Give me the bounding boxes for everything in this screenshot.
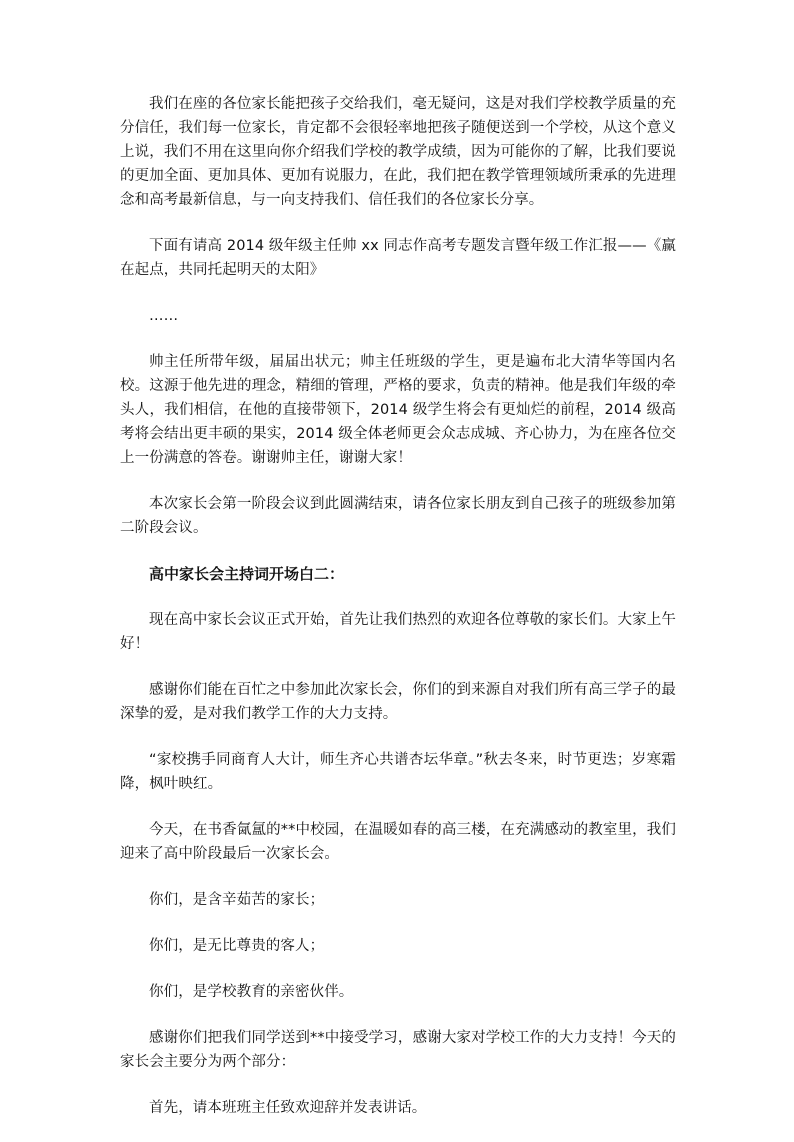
paragraph-quote: “家校携手同商育人大计，师生齐心共谱杏坛华章。”秋去冬来，时节更迭；岁寒霜降，枫叶映红。 [120,752,676,792]
paragraph-welcome: 现在高中家长会议正式开始，首先让我们热烈的欢迎各位尊敬的家长们。大家上午好！ [120,612,676,652]
document-page [120,92,676,1142]
paragraph-you-guests: 你们，是无比尊贵的客人； [149,938,325,954]
paragraph-you-parents: 你们，是含辛茹苦的家长； [149,892,325,908]
paragraph-intro: 我们在座的各位家长能把孩子交给我们，毫无疑问，这是对我们学校教学质量的充分信任，我们每一位家长，肯定都不会很轻率地把孩子随便送到一个学校，从这个意义上说，我们不用在这里向你介绍我们学校的教学成绩，因为可能你的了解，比我们要说的更加全面、更加具体、更加有说服力，在此，我们把在教学管理领域所秉承的先进理念和高考最新信息，与一向支持我们、信任我们的各位家长分享。 [120,96,676,208]
paragraph-first-item: 首先，请本班班主任致欢迎辞并发表讲话。 [149,1100,427,1116]
section-heading: 高中家长会主持词开场白二： [149,565,345,583]
paragraph-ellipsis: …… [149,308,179,324]
paragraph-you-partners: 你们，是学校教育的亲密伙伴。 [149,984,354,1000]
paragraph-thanks: 感谢你们能在百忙之中参加此次家长会，你们的到来源自对我们所有高三学子的最深挚的爱，是对我们教学工作的大力支持。 [120,682,676,722]
paragraph-invite-speaker: 下面有请高 2014 级年级主任帅 xx 同志作高考专题发言暨年级工作汇报——《赢在起点，共同托起明天的太阳》 [120,238,676,278]
paragraph-thanks-support: 感谢你们把我们同学送到**中接受学习，感谢大家对学校工作的大力支持！今天的家长会主要分为两个部分： [120,1030,676,1070]
paragraph-today: 今天，在书香氤氲的**中校园，在温暖如春的高三楼，在充满感动的教室里，我们迎来了高中阶段最后一次家长会。 [120,822,676,862]
paragraph-praise: 帅主任所带年级，届届出状元；帅主任班级的学生，更是遍布北大清华等国内名校。这源于他先进的理念，精细的管理，严格的要求，负责的精神。他是我们年级的牵头人，我们相信，在他的直接带领下，2014 级学生将会有更灿烂的前程，2014 级高考将会结出更丰硕的果实，2014 级全体老师更会众志成城、齐心协力，为在座各位交上一份满意的答卷。谢谢帅主任，谢谢大家！ [120,354,676,466]
paragraph-stage-end: 本次家长会第一阶段会议到此圆满结束，请各位家长朋友到自己孩子的班级参加第二阶段会议。 [120,496,676,536]
